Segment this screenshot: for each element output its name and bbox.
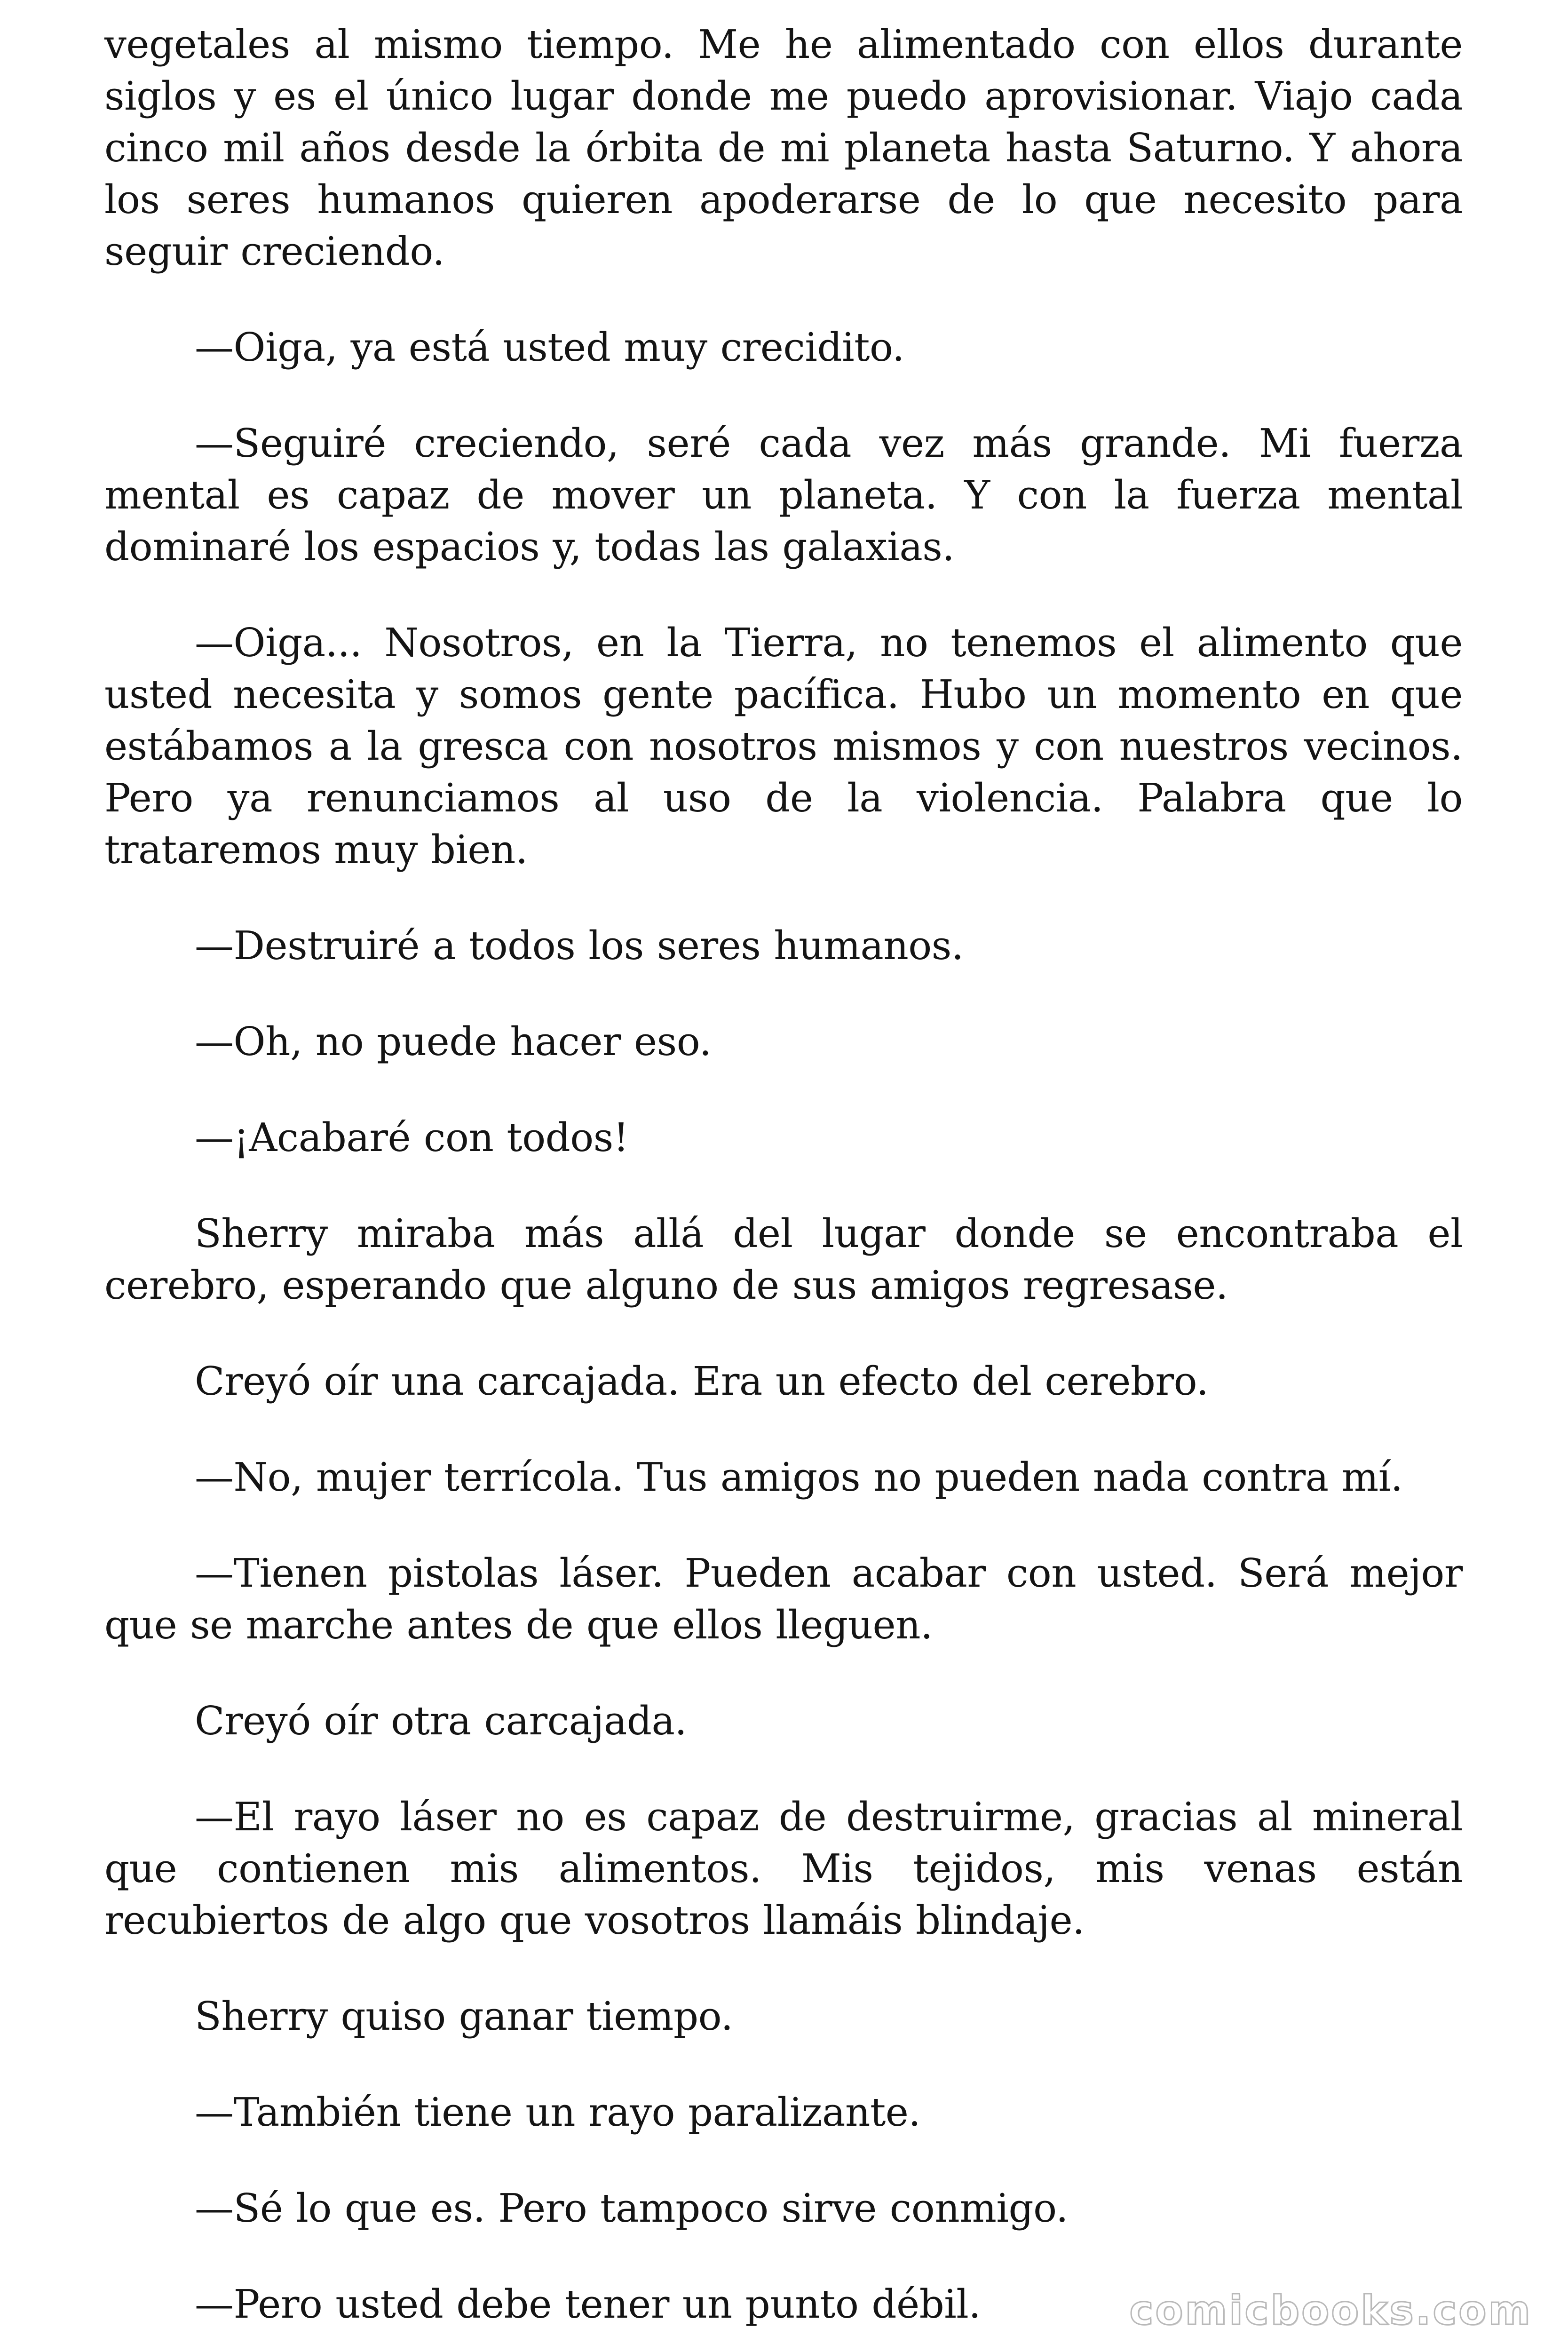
paragraph: —Seguiré creciendo, seré cada vez más grande. Mi fuerza mental es capaz de mover un planeta. Y con la fuerza mental dominaré los espacios y, todas las galaxias. [104, 421, 1463, 570]
paragraph: Creyó oír una carcajada. Era un efecto del cerebro. [195, 1359, 1209, 1404]
paragraph: —Sé lo que es. Pero tampoco sirve conmigo. [195, 2185, 1068, 2231]
paragraph: —No, mujer terrícola. Tus amigos no pueden nada contra mí. [195, 1454, 1403, 1500]
paragraph: —Oh, no puede hacer eso. [195, 1019, 712, 1065]
paragraph: —Tienen pistolas láser. Pueden acabar con usted. Será mejor que se marche antes de que ellos lleguen. [104, 1550, 1463, 1648]
paragraph: Creyó oír otra carcajada. [195, 1698, 687, 1744]
paragraph: —El rayo láser no es capaz de destruirme, gracias al mineral que contienen mis alimentos. Mis tejidos, mis venas están recubiertos de algo que vosotros llamáis blindaje. [104, 1794, 1463, 1943]
paragraph: —¡Acabaré con todos! [195, 1115, 629, 1160]
paragraph: —También tiene un rayo paralizante. [195, 2090, 921, 2135]
paragraph: —Destruiré a todos los seres humanos. [195, 923, 964, 969]
paragraph: —Oiga... Nosotros, en la Tierra, no tenemos el alimento que usted necesita y somos gente pacífica. Hubo un momento en que estábamos a la gresca con nosotros mismos y con nuestros vecinos. Pero ya renunciamos al uso de la violencia. Palabra que lo trataremos muy bien. [104, 620, 1463, 873]
paragraph: Sherry quiso ganar tiempo. [195, 1994, 733, 2039]
watermark: comicbooks.com [1129, 2287, 1532, 2334]
paragraph: —Pero usted debe tener un punto débil. [195, 2281, 981, 2327]
paragraph: vegetales al mismo tiempo. Me he alimentado con ellos durante siglos y es el único lugar donde me puedo aprovisionar. Viajo cada cinco mil años desde la órbita de mi planeta hasta Saturno. Y ahora los seres humanos quieren apoderarse de lo que necesito para seguir creciendo. [104, 22, 1463, 274]
paragraph: —Oiga, ya está usted muy crecidito. [195, 325, 904, 370]
paragraph: Sherry miraba más allá del lugar donde se encontraba el cerebro, esperando que alguno de sus amigos regresase. [104, 1211, 1463, 1308]
